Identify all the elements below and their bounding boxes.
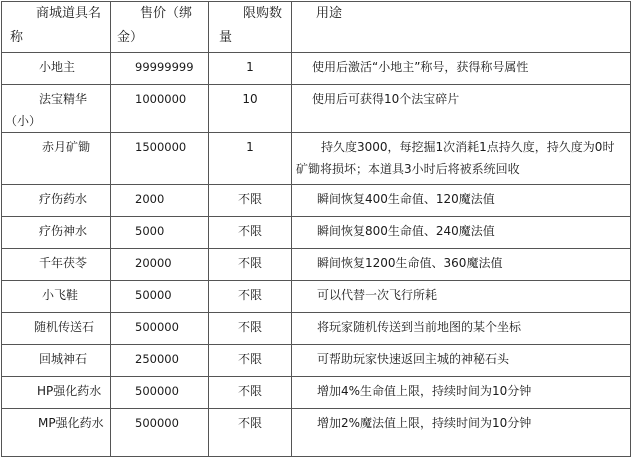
table-row — [2, 313, 631, 345]
item-usage: 可帮助玩家快速返回主城的神秘石头 — [292, 345, 631, 377]
item-price: 1500000 — [111, 133, 209, 185]
table-row — [2, 409, 631, 457]
item-name: 赤月矿锄 — [2, 133, 111, 185]
item-price: 5000 — [111, 217, 209, 249]
item-price: 50000 — [111, 281, 209, 313]
item-usage: 可以代替一次飞行所耗 — [292, 281, 631, 313]
item-price: 500000 — [111, 409, 209, 457]
item-limit: 不限 — [209, 313, 292, 345]
item-name: 小地主 — [2, 53, 111, 85]
header-name: 商城道具名称 — [2, 2, 111, 53]
item-usage: 使用后可获得10个法宝碎片 — [292, 85, 631, 133]
table-row — [2, 85, 631, 133]
item-limit: 1 — [209, 133, 292, 185]
item-limit: 不限 — [209, 409, 292, 457]
table-row — [2, 53, 631, 85]
item-usage: 瞬间恢复1200生命值、360魔法值 — [292, 249, 631, 281]
item-usage: 增加4%生命值上限，持续时间为10分钟 — [292, 377, 631, 409]
item-limit: 不限 — [209, 377, 292, 409]
item-name: HP强化药水 — [2, 377, 111, 409]
item-usage: 将玩家随机传送到当前地图的某个坐标 — [292, 313, 631, 345]
table-row — [2, 345, 631, 377]
item-usage: 增加2%魔法值上限，持续时间为10分钟 — [292, 409, 631, 457]
item-limit: 10 — [209, 85, 292, 133]
header-price: 售价（绑金） — [111, 2, 209, 53]
table-row — [2, 217, 631, 249]
item-name: 疗伤药水 — [2, 185, 111, 217]
item-usage: 持久度3000，每挖掘1次消耗1点持久度，持久度为0时矿锄将损坏；本道具3小时后将被系统回收 — [292, 133, 631, 185]
item-limit: 不限 — [209, 185, 292, 217]
table-header-row — [2, 2, 631, 53]
header-limit: 限购数量 — [209, 2, 292, 53]
item-usage: 瞬间恢复800生命值、240魔法值 — [292, 217, 631, 249]
item-name: 法宝精华（小） — [2, 85, 111, 133]
table-row — [2, 133, 631, 185]
table-row — [2, 281, 631, 313]
table-row — [2, 185, 631, 217]
item-price: 500000 — [111, 313, 209, 345]
item-limit: 不限 — [209, 249, 292, 281]
item-limit: 不限 — [209, 281, 292, 313]
item-name: 随机传送石 — [2, 313, 111, 345]
item-usage: 瞬间恢复400生命值、120魔法值 — [292, 185, 631, 217]
item-price: 250000 — [111, 345, 209, 377]
item-name: 回城神石 — [2, 345, 111, 377]
table-row — [2, 377, 631, 409]
item-price: 2000 — [111, 185, 209, 217]
table-row — [2, 249, 631, 281]
item-usage: 使用后激活“小地主”称号，获得称号属性 — [292, 53, 631, 85]
item-name: 疗伤神水 — [2, 217, 111, 249]
item-name: MP强化药水 — [2, 409, 111, 457]
item-limit: 不限 — [209, 217, 292, 249]
header-usage: 用途 — [292, 2, 631, 53]
item-price: 1000000 — [111, 85, 209, 133]
item-price: 99999999 — [111, 53, 209, 85]
item-name: 千年茯苓 — [2, 249, 111, 281]
shop-items-table — [1, 1, 631, 457]
item-limit: 不限 — [209, 345, 292, 377]
item-price: 20000 — [111, 249, 209, 281]
item-name: 小飞鞋 — [2, 281, 111, 313]
item-limit: 1 — [209, 53, 292, 85]
item-price: 500000 — [111, 377, 209, 409]
